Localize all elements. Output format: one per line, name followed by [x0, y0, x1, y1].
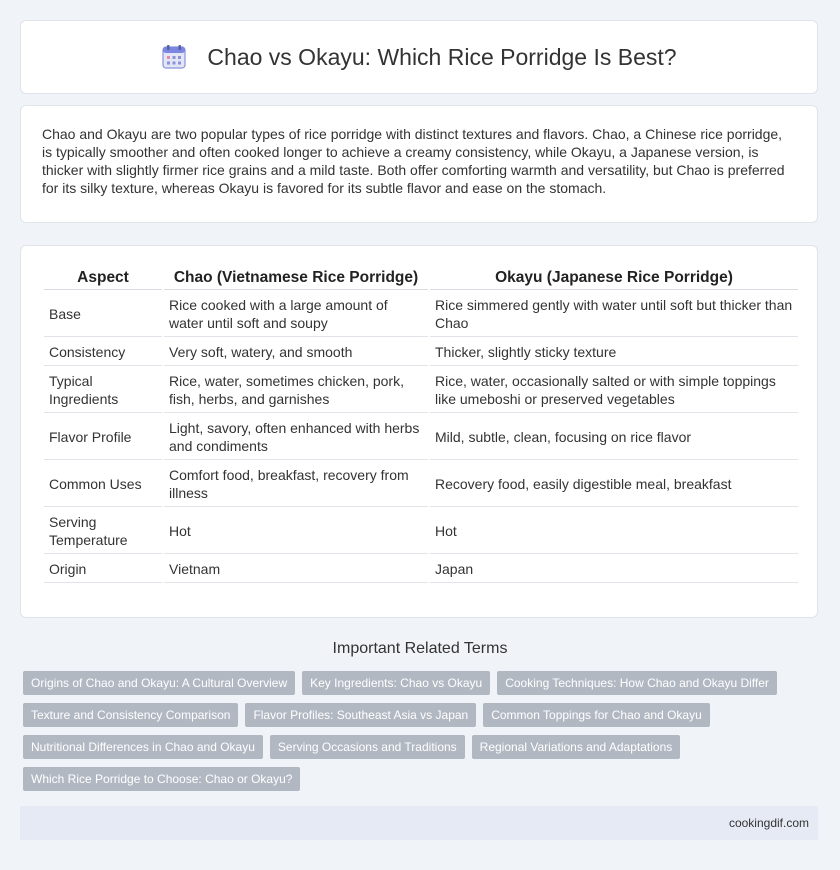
tag-row [23, 671, 813, 695]
related-term-tag[interactable]: Cooking Techniques: How Chao and Okayu Differ [497, 671, 777, 695]
related-term-tag[interactable]: Serving Occasions and Traditions [270, 735, 465, 759]
footer-site-link[interactable]: cookingdif.com [728, 816, 809, 830]
related-term-tag[interactable]: Origins of Chao and Okayu: A Cultural Overview [23, 671, 295, 695]
table-cell-chao: Rice cooked with a large amount of water until soft and soupy [164, 292, 428, 337]
related-term-tag[interactable]: Flavor Profiles: Southeast Asia vs Japan [245, 703, 476, 727]
tag-row [23, 767, 813, 791]
calendar-icon [161, 44, 187, 70]
table-cell-okayu: Hot [430, 509, 798, 554]
table-cell-chao: Very soft, watery, and smooth [164, 339, 428, 366]
table-cell-okayu: Mild, subtle, clean, focusing on rice flavor [430, 415, 798, 460]
table-cell-aspect: Typical Ingredients [44, 368, 162, 413]
intro-card [20, 105, 818, 223]
table-cell-chao: Hot [164, 509, 428, 554]
header-okayu: Okayu (Japanese Rice Porridge) [430, 266, 798, 290]
tag-row [23, 703, 813, 727]
table-cell-aspect: Base [44, 292, 162, 337]
table-cell-chao: Rice, water, sometimes chicken, pork, fish, herbs, and garnishes [164, 368, 428, 413]
related-terms-title: Important Related Terms [332, 640, 508, 657]
related-term-tag[interactable]: Key Ingredients: Chao vs Okayu [302, 671, 490, 695]
intro-text: Chao and Okayu are two popular types of rice porridge with distinct textures and flavors. Chao, a Chinese rice porridge, is typically smoother and often cooked longer to achieve a creamy consistency, while Okayu, a Japanese version, is thicker with slightly firmer rice grains and a mild taste. Both offer comforting warmth and versatility, but Chao is preferred for its silky texture, whereas Okayu is favored for its subtle flavor and ease on the stomach. [42, 126, 785, 196]
table-cell-okayu: Thicker, slightly sticky texture [430, 339, 798, 366]
table-row [44, 415, 798, 460]
table-row [44, 556, 798, 583]
header-aspect: Aspect [44, 266, 162, 290]
table-cell-aspect: Consistency [44, 339, 162, 366]
table-row [44, 368, 798, 413]
page-title: Chao vs Okayu: Which Rice Porridge Is Best? [207, 43, 677, 70]
title-card [20, 20, 818, 94]
footer [20, 806, 818, 840]
related-term-tag[interactable]: Common Toppings for Chao and Okayu [483, 703, 710, 727]
table-cell-chao: Vietnam [164, 556, 428, 583]
table-cell-aspect: Origin [44, 556, 162, 583]
related-term-tag[interactable]: Regional Variations and Adaptations [472, 735, 681, 759]
table-cell-okayu: Rice, water, occasionally salted or with simple toppings like umeboshi or preserved vegetables [430, 368, 798, 413]
table-cell-chao: Light, savory, often enhanced with herbs and condiments [164, 415, 428, 460]
comparison-table [42, 264, 800, 585]
related-term-tag[interactable]: Nutritional Differences in Chao and Okayu [23, 735, 263, 759]
table-cell-chao: Comfort food, breakfast, recovery from illness [164, 462, 428, 507]
table-row [44, 462, 798, 507]
table-row [44, 509, 798, 554]
table-row [44, 339, 798, 366]
comparison-table-card [20, 245, 818, 618]
table-cell-aspect: Serving Temperature [44, 509, 162, 554]
related-term-tag[interactable]: Texture and Consistency Comparison [23, 703, 238, 727]
header-chao: Chao (Vietnamese Rice Porridge) [164, 266, 428, 290]
table-header-row [44, 266, 798, 290]
table-cell-aspect: Common Uses [44, 462, 162, 507]
table-cell-aspect: Flavor Profile [44, 415, 162, 460]
tag-row [23, 735, 813, 759]
related-term-tag[interactable]: Which Rice Porridge to Choose: Chao or Okayu? [23, 767, 300, 791]
table-cell-okayu: Recovery food, easily digestible meal, breakfast [430, 462, 798, 507]
table-cell-okayu: Rice simmered gently with water until soft but thicker than Chao [430, 292, 798, 337]
table-row [44, 292, 798, 337]
related-terms-list [23, 671, 813, 799]
table-cell-okayu: Japan [430, 556, 798, 583]
